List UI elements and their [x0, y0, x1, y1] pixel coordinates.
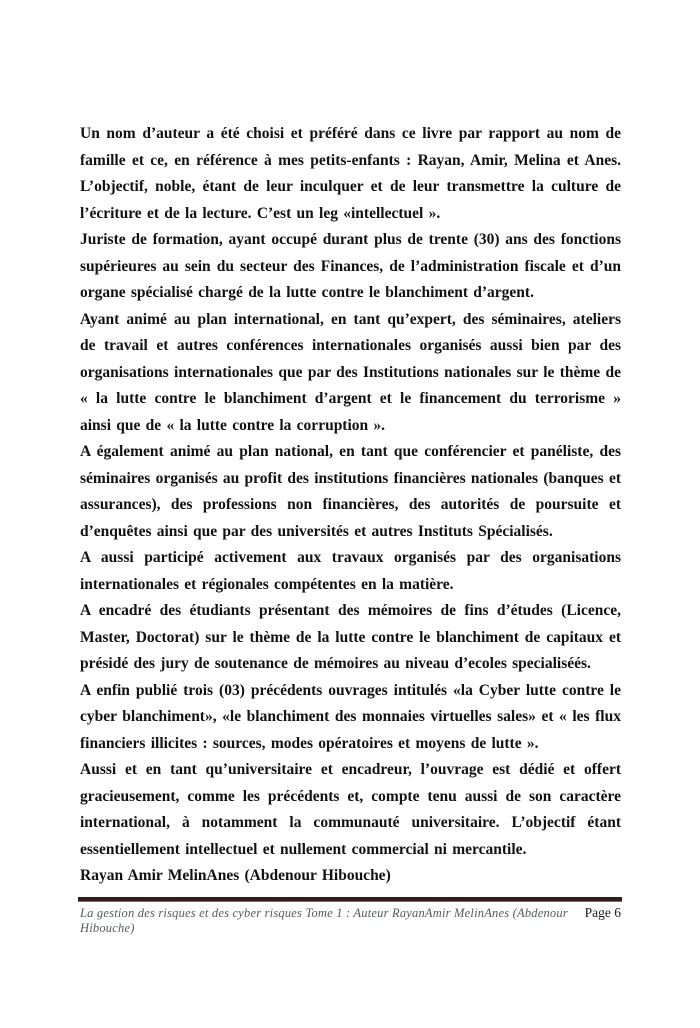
- author-signature: Rayan Amir MelinAnes (Abdenour Hibouche): [80, 867, 391, 884]
- paragraph-career: Juriste de formation, ayant occupé durant plus de trente (30) ans des fonctions supérieures au sein du secteur des Finances, de l’administration fiscale et d’un organe spécialisé chargé de la lutte contre le blanchiment d’argent.: [80, 231, 621, 301]
- paragraph-publications: A enfin publié trois (03) précédents ouvrages intitulés «la Cyber lutte contre le cyber blanchiment», «le blanchiment des monnaies virtuelles sales» et « les flux financiers illicites : sources, modes opératoires et moyens de lutte ».: [80, 681, 621, 752]
- paragraph-international-seminars: Ayant animé au plan international, en tant qu’expert, des séminaires, ateliers de travail et autres conférences internationales organisés aussi bien par des organisations internationales que par des Institutions nationales sur le thème de « la lutte contre le blanchiment d’argent et le financement du terrorisme » ainsi que de « la lutte contre la corruption ».: [80, 310, 621, 434]
- paragraph-offering: Aussi et en tant qu’universitaire et encadreur, l’ouvrage est dédié et offert gracieusement, comme les précédents et, compte tenu aussi de son caractère international, à notamment la communauté universitaire. L’objectif étant essentiellement intellectuel et nullement commercial ni mercantile.: [80, 761, 621, 858]
- footer-source-citation: La gestion des risques et des cyber risques Tome 1 : Auteur RayanAmir MelinAnes (Abdenour Hibouche): [80, 906, 568, 935]
- paragraph-supervision: A encadré des étudiants présentant des mémoires de fins d’études (Licence, Master, Doctorat) sur le thème de la lutte contre le blanchiment de capitaux et présidé des jury de soutenance de mémoires au niveau d’ecoles specialiséés.: [80, 602, 621, 672]
- footer-rule: [78, 897, 622, 902]
- page-number: Page 6: [584, 905, 621, 920]
- paragraph-participation: A aussi participé activement aux travaux organisés par des organisations internationales et régionales compétentes en la matière.: [80, 549, 621, 593]
- page-footer: [80, 905, 621, 936]
- paragraph-national-seminars: A également animé au plan national, en tant que conférencier et panéliste, des séminaires organisés au profit des institutions financières nationales (banques et assurances), des professions non financières, des autorités de poursuite et d’enquêtes ainsi que par des universités et autres Instituts Spécialisés.: [80, 443, 621, 540]
- page-body-text: [80, 121, 621, 890]
- paragraph-dedication: Un nom d’auteur a été choisi et préféré dans ce livre par rapport au nom de famille et ce, en référence à mes petits-enfants : Rayan, Amir, Melina et Anes. L’objectif, noble, étant de leur inculquer et de leur transmettre la culture de l’écriture et de la lecture. C’est un leg «intellectuel ».: [80, 125, 621, 222]
